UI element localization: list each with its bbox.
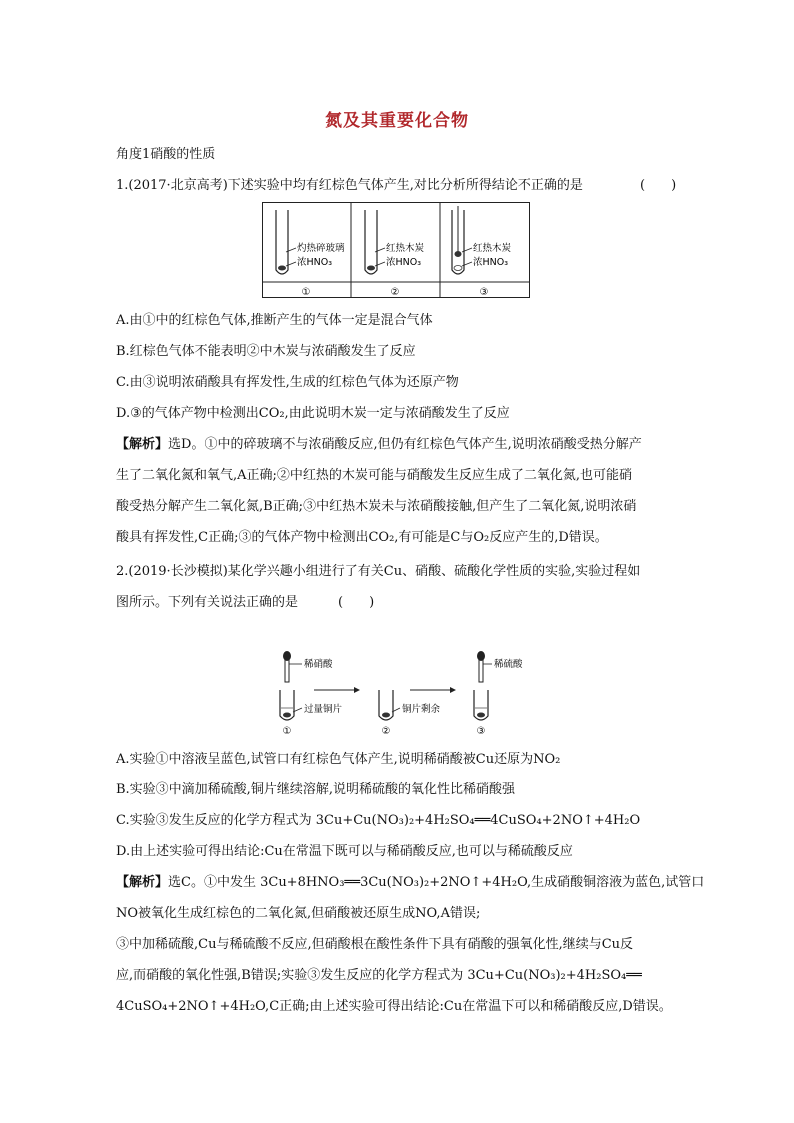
q1-analysis-line-1: 【解析】选D。①中的碎玻璃不与浓硝酸反应,但仍有红棕色气体产生,说明浓硝酸受热分解产	[116, 437, 642, 452]
q2-analysis-line-3: ③中加稀硫酸,Cu与稀硫酸不反应,但硝酸根在酸性条件下具有硝酸的强氧化性,继续与Cu反	[116, 937, 634, 952]
tube3-label-acid: 浓HNO₃	[473, 257, 509, 268]
tube2-label-acid: 浓HNO₃	[386, 257, 422, 268]
q2-answer-bracket: ( )	[338, 595, 375, 610]
q1-answer-bracket: ( )	[640, 178, 677, 193]
q1-analysis-line-3: 酸受热分解产生二氧化氮,B正确;③中红热木炭未与浓硝酸接触,但产生了二氧化氮,说明浓硝	[116, 499, 637, 514]
figure1-num-3: ③	[479, 287, 489, 298]
test-tube-2	[365, 210, 377, 274]
figure2-num-2: ②	[381, 726, 391, 737]
q1-analysis-line-2: 生了二氧化氮和氧气,A正确;②中红热的木炭可能与硝酸发生反应生成了二氧化氮,也可能硝	[116, 468, 633, 483]
tube2-label-charcoal: 红热木炭	[386, 243, 425, 254]
figure2-num-1: ①	[282, 726, 292, 737]
copper-label-excess: 过量铜片	[304, 704, 343, 715]
q2-stem-line-1: 2.(2019·长沙模拟)某化学兴趣小组进行了有关Cu、硝酸、硫酸化学性质的实验,实验过程如	[116, 564, 641, 579]
section-heading: 角度1硝酸的性质	[116, 147, 216, 162]
q1-option-d: D.③的气体产物中检测出CO₂,由此说明木炭一定与浓硝酸发生了反应	[116, 406, 510, 421]
tube3-label-charcoal: 红热木炭	[473, 243, 512, 254]
q2-analysis-tag: 【解析】	[116, 875, 169, 890]
figure2-num-3: ③	[476, 726, 486, 737]
q2-option-b: B.实验③中滴加稀硫酸,铜片继续溶解,说明稀硫酸的氧化性比稀硝酸强	[116, 782, 515, 797]
q2-experiment-figure	[268, 650, 523, 737]
copper-label-remain: 铜片剩余	[402, 704, 441, 715]
q2-option-c: C.实验③发生反应的化学方程式为 3Cu+Cu(NO₃)₂+4H₂SO₄══4CuSO₄+2NO↑+4H₂O	[116, 813, 641, 828]
q2-stem-line-2: 图所示。下列有关说法正确的是	[116, 595, 299, 610]
q1-analysis-tag: 【解析】	[116, 437, 169, 452]
q1-option-b: B.红棕色气体不能表明②中木炭与浓硝酸发生了反应	[116, 344, 416, 359]
tube1-label-acid: 浓HNO₃	[297, 257, 333, 268]
q1-option-a: A.由①中的红棕色气体,推断产生的气体一定是混合气体	[116, 313, 433, 328]
figure1-num-1: ①	[301, 287, 311, 298]
q2-analysis-line-1: 【解析】选C。①中发生 3Cu+8HNO₃══3Cu(NO₃)₂+2NO↑+4H₂O,生成硝酸铜溶液为蓝色,试管口	[116, 875, 705, 890]
tube1-label-glass: 灼热碎玻璃	[297, 243, 345, 254]
q2-analysis-line-2: NO被氧化生成红棕色的二氧化氮,但硝酸被还原生成NO,A错误;	[116, 906, 481, 921]
q1-analysis-line-4: 酸具有挥发性,C正确;③的气体产物中检测出CO₂,有可能是C与O₂反应产生的,D错误。	[116, 530, 608, 545]
q1-experiment-figure	[262, 202, 530, 298]
test-tube-1	[276, 210, 288, 274]
figure1-num-2: ②	[390, 287, 400, 298]
acid-label-sulfuric: 稀硫酸	[494, 659, 523, 670]
q1-option-c: C.由③说明浓硝酸具有挥发性,生成的红棕色气体为还原产物	[116, 375, 459, 390]
q2-option-d: D.由上述实验可得出结论:Cu在常温下既可以与稀硝酸反应,也可以与稀硫酸反应	[116, 844, 573, 859]
q2-analysis-line-4: 应,而硝酸的氧化性强,B错误;实验③发生反应的化学方程式为 3Cu+Cu(NO₃)₂+4H₂SO₄══	[116, 968, 642, 983]
page-title: 氮及其重要化合物	[325, 111, 469, 131]
acid-label-nitric: 稀硝酸	[304, 659, 333, 670]
q1-stem: 1.(2017·北京高考)下述实验中均有红棕色气体产生,对比分析所得结论不正确的是	[116, 178, 583, 193]
q2-option-a: A.实验①中溶液呈蓝色,试管口有红棕色气体产生,说明稀硝酸被Cu还原为NO₂	[116, 752, 561, 767]
q2-analysis-line-5: 4CuSO₄+2NO↑+4H₂O,C正确;由上述实验可得出结论:Cu在常温下可以和稀硝酸反应,D错误。	[116, 999, 672, 1014]
